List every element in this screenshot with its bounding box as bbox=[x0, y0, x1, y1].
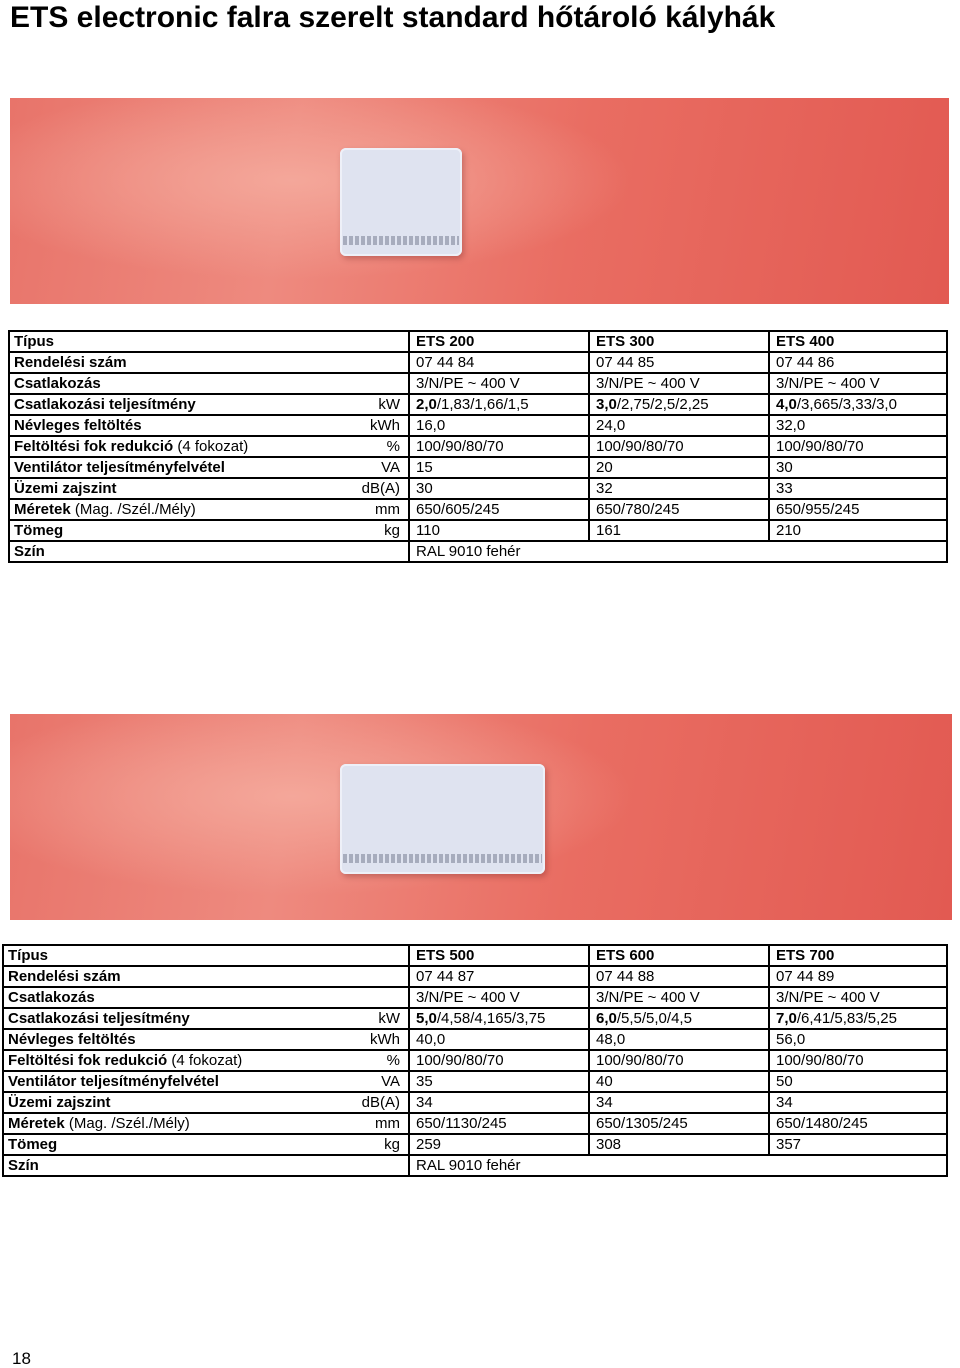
row-label: Feltöltési fok redukció (4 fokozat) bbox=[3, 1050, 303, 1071]
model-name: ETS 500 bbox=[409, 945, 589, 966]
row-label: Ventilátor teljesítményfelvétel bbox=[3, 1071, 303, 1092]
table-row-connected-power bbox=[3, 1008, 947, 1029]
row-label: Üzemi zajszint bbox=[3, 1092, 303, 1113]
model-name: ETS 400 bbox=[769, 331, 947, 352]
table-cell: 50 bbox=[769, 1071, 947, 1092]
table-cell: 48,0 bbox=[589, 1029, 769, 1050]
row-label: Üzemi zajszint bbox=[9, 478, 309, 499]
table-cell: 100/90/80/70 bbox=[409, 436, 589, 457]
table-row-weight bbox=[9, 520, 947, 541]
row-label: Szín bbox=[3, 1155, 303, 1176]
row-label: Csatlakozási teljesítmény bbox=[9, 394, 309, 415]
table-cell: 3/N/PE ~ 400 V bbox=[589, 987, 769, 1008]
table-row-noise-level bbox=[3, 1092, 947, 1113]
table-row-dimensions bbox=[3, 1113, 947, 1134]
product-photo-large-heater bbox=[10, 714, 952, 920]
table-cell: 3,0/2,75/2,5/2,25 bbox=[589, 394, 769, 415]
table-cell: 110 bbox=[409, 520, 589, 541]
table-cell: 32 bbox=[589, 478, 769, 499]
storage-heater-image bbox=[340, 764, 545, 874]
table-cell: 259 bbox=[409, 1134, 589, 1155]
table-row-fan-power bbox=[3, 1071, 947, 1092]
table-cell: 5,0/4,58/4,165/3,75 bbox=[409, 1008, 589, 1029]
table-cell: 2,0/1,83/1,66/1,5 bbox=[409, 394, 589, 415]
table-row-order-number bbox=[3, 966, 947, 987]
table-cell: 3/N/PE ~ 400 V bbox=[409, 987, 589, 1008]
table-cell: 650/605/245 bbox=[409, 499, 589, 520]
unit-label: kW bbox=[303, 1008, 409, 1029]
table-cell: 650/780/245 bbox=[589, 499, 769, 520]
table-row-type bbox=[3, 945, 947, 966]
table-cell: 210 bbox=[769, 520, 947, 541]
row-label: Szín bbox=[9, 541, 309, 562]
unit-label: kW bbox=[309, 394, 409, 415]
page-number: 18 bbox=[12, 1349, 31, 1368]
table-row-connection bbox=[3, 987, 947, 1008]
product-photo-small-heater bbox=[10, 98, 949, 304]
table-cell: 07 44 86 bbox=[769, 352, 947, 373]
table-cell: 4,0/3,665/3,33/3,0 bbox=[769, 394, 947, 415]
table-cell: 3/N/PE ~ 400 V bbox=[769, 373, 947, 394]
table-cell: 07 44 88 bbox=[589, 966, 769, 987]
unit-label: kg bbox=[309, 520, 409, 541]
table-row-color bbox=[9, 541, 947, 562]
row-label: Csatlakozás bbox=[9, 373, 309, 394]
table-row-connected-power bbox=[9, 394, 947, 415]
unit-label: mm bbox=[309, 499, 409, 520]
row-label: Ventilátor teljesítményfelvétel bbox=[9, 457, 309, 478]
table-cell: 07 44 89 bbox=[769, 966, 947, 987]
row-label: Csatlakozási teljesítmény bbox=[3, 1008, 303, 1029]
table-row-noise-level bbox=[9, 478, 947, 499]
unit-label: mm bbox=[303, 1113, 409, 1134]
table-cell: 34 bbox=[589, 1092, 769, 1113]
table-row-nominal-charge bbox=[3, 1029, 947, 1050]
table-row-charge-reduction bbox=[9, 436, 947, 457]
row-label: Feltöltési fok redukció (4 fokozat) bbox=[9, 436, 309, 457]
table-cell: 34 bbox=[769, 1092, 947, 1113]
table-cell: 161 bbox=[589, 520, 769, 541]
model-name: ETS 600 bbox=[589, 945, 769, 966]
table-cell: 34 bbox=[409, 1092, 589, 1113]
table-cell: 33 bbox=[769, 478, 947, 499]
table-cell: 16,0 bbox=[409, 415, 589, 436]
spec-table-ets-500-700 bbox=[2, 944, 948, 1177]
table-row-connection bbox=[9, 373, 947, 394]
row-label: Rendelési szám bbox=[9, 352, 309, 373]
row-label: Csatlakozás bbox=[3, 987, 303, 1008]
unit-label: VA bbox=[309, 457, 409, 478]
table-row-color bbox=[3, 1155, 947, 1176]
table-cell: 100/90/80/70 bbox=[769, 436, 947, 457]
row-label: Névleges feltöltés bbox=[3, 1029, 303, 1050]
table-cell: 07 44 85 bbox=[589, 352, 769, 373]
table-cell: 30 bbox=[409, 478, 589, 499]
page-title: ETS electronic falra szerelt standard hőtároló kályhák bbox=[10, 1, 776, 34]
table-cell: 20 bbox=[589, 457, 769, 478]
table-cell: 30 bbox=[769, 457, 947, 478]
table-cell: 3/N/PE ~ 400 V bbox=[589, 373, 769, 394]
model-name: ETS 300 bbox=[589, 331, 769, 352]
row-label: Rendelési szám bbox=[3, 966, 303, 987]
table-cell: 3/N/PE ~ 400 V bbox=[769, 987, 947, 1008]
table-cell: 40,0 bbox=[409, 1029, 589, 1050]
table-cell: 357 bbox=[769, 1134, 947, 1155]
table-cell: 100/90/80/70 bbox=[769, 1050, 947, 1071]
table-cell: 650/955/245 bbox=[769, 499, 947, 520]
table-row-weight bbox=[3, 1134, 947, 1155]
row-label: Méretek (Mag. /Szél./Mély) bbox=[9, 499, 309, 520]
table-row-charge-reduction bbox=[3, 1050, 947, 1071]
unit-label: % bbox=[309, 436, 409, 457]
row-label: Tömeg bbox=[3, 1134, 303, 1155]
unit-label: % bbox=[303, 1050, 409, 1071]
table-cell: 32,0 bbox=[769, 415, 947, 436]
table-cell: RAL 9010 fehér bbox=[409, 541, 947, 562]
unit-label: kWh bbox=[303, 1029, 409, 1050]
table-cell: 15 bbox=[409, 457, 589, 478]
table-cell: 07 44 87 bbox=[409, 966, 589, 987]
table-row-order-number bbox=[9, 352, 947, 373]
table-cell: 100/90/80/70 bbox=[589, 436, 769, 457]
table-row-fan-power bbox=[9, 457, 947, 478]
unit-label: kWh bbox=[309, 415, 409, 436]
table-cell: 650/1305/245 bbox=[589, 1113, 769, 1134]
heater-grille bbox=[343, 236, 459, 245]
heater-grille bbox=[343, 854, 542, 863]
table-cell: 40 bbox=[589, 1071, 769, 1092]
unit-label: VA bbox=[303, 1071, 409, 1092]
table-cell: 650/1130/245 bbox=[409, 1113, 589, 1134]
model-name: ETS 700 bbox=[769, 945, 947, 966]
spec-table-ets-200-400 bbox=[8, 330, 948, 563]
model-name: ETS 200 bbox=[409, 331, 589, 352]
storage-heater-image bbox=[340, 148, 462, 256]
row-label: Tömeg bbox=[9, 520, 309, 541]
table-cell: 24,0 bbox=[589, 415, 769, 436]
table-cell: 7,0/6,41/5,83/5,25 bbox=[769, 1008, 947, 1029]
table-cell: 56,0 bbox=[769, 1029, 947, 1050]
table-cell: 35 bbox=[409, 1071, 589, 1092]
table-row-type bbox=[9, 331, 947, 352]
table-cell: 100/90/80/70 bbox=[409, 1050, 589, 1071]
row-label: Méretek (Mag. /Szél./Mély) bbox=[3, 1113, 303, 1134]
row-label: Típus bbox=[3, 945, 303, 966]
unit-label: kg bbox=[303, 1134, 409, 1155]
table-cell: RAL 9010 fehér bbox=[409, 1155, 947, 1176]
table-cell: 6,0/5,5/5,0/4,5 bbox=[589, 1008, 769, 1029]
unit-label: dB(A) bbox=[303, 1092, 409, 1113]
table-cell: 07 44 84 bbox=[409, 352, 589, 373]
table-cell: 308 bbox=[589, 1134, 769, 1155]
row-label: Névleges feltöltés bbox=[9, 415, 309, 436]
table-row-nominal-charge bbox=[9, 415, 947, 436]
table-cell: 100/90/80/70 bbox=[589, 1050, 769, 1071]
row-label: Típus bbox=[9, 331, 309, 352]
table-cell: 650/1480/245 bbox=[769, 1113, 947, 1134]
table-cell: 3/N/PE ~ 400 V bbox=[409, 373, 589, 394]
table-row-dimensions bbox=[9, 499, 947, 520]
unit-label: dB(A) bbox=[309, 478, 409, 499]
